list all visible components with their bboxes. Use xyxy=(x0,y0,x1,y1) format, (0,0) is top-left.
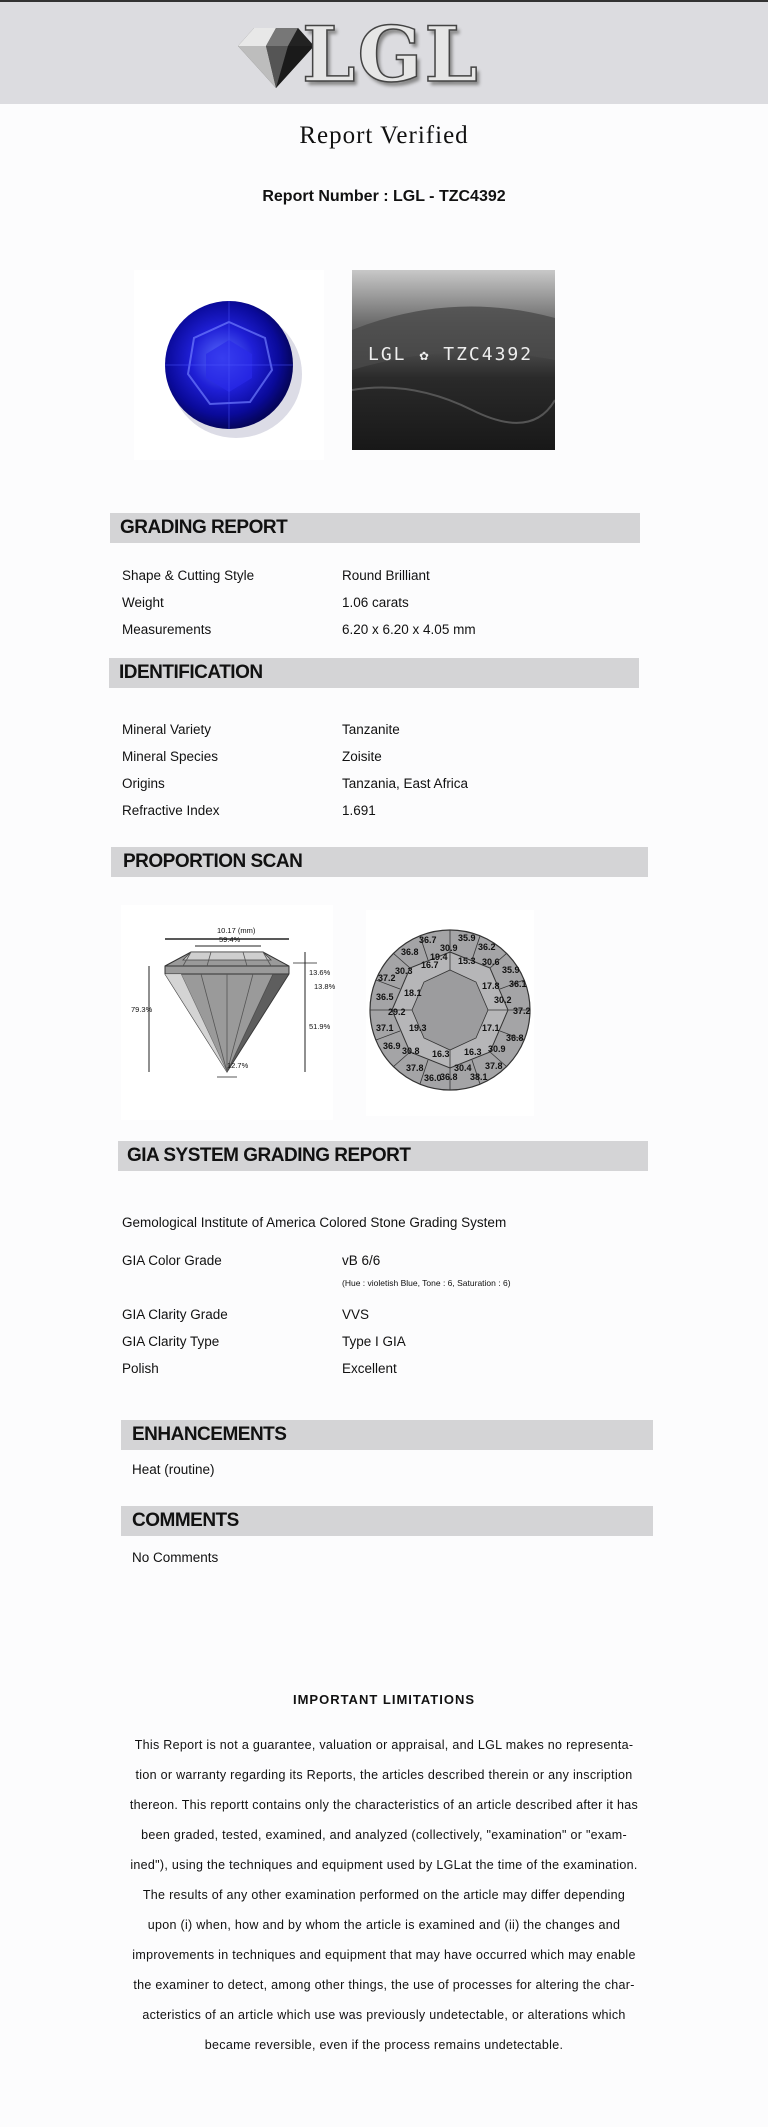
facet-value: 37.8 xyxy=(406,1063,424,1073)
limitations-line: This Report is not a guarantee, valuation or appraisal, and LGL makes no representa- xyxy=(134,1738,634,1752)
facet-value: 36.2 xyxy=(478,942,496,952)
facet-value: 18.1 xyxy=(404,988,422,998)
gia-report-header: GIA SYSTEM GRADING REPORT xyxy=(118,1141,648,1171)
facet-value: 19.3 xyxy=(409,1023,427,1033)
gem-photo xyxy=(134,270,324,460)
facet-value: 36.7 xyxy=(419,935,437,945)
header xyxy=(0,2,768,104)
facet-value: 16.3 xyxy=(464,1047,482,1057)
table-label: 59.4% xyxy=(219,935,241,944)
facet-value: 17.8 xyxy=(482,981,500,991)
facet-value: 16.7 xyxy=(421,960,439,970)
facet-value: 15.3 xyxy=(458,956,476,966)
facet-value: 16.3 xyxy=(432,1049,450,1059)
facet-value: 19.4 xyxy=(430,952,448,962)
report-number: Report Number : LGL - TZC4392 xyxy=(262,188,506,205)
inscription-text: LGL ✿ TZC4392 xyxy=(368,344,534,365)
facet-value: 36.8 xyxy=(440,1072,458,1082)
facet-value: 38.1 xyxy=(470,1072,488,1082)
facet-value: 30.3 xyxy=(395,966,413,976)
limitations-line: been graded, tested, examined, and analyzed (collectively, "examination" or "exam- xyxy=(141,1828,627,1842)
limitations-line: acteristics of an article which use was previously undetectable, or alterations which xyxy=(142,2008,626,2022)
facet-value: 37.2 xyxy=(378,973,396,983)
color-grade-note: (Hue : violetish Blue, Tone : 6, Saturation : 6) xyxy=(342,1278,511,1288)
limitations-text xyxy=(118,1730,650,2060)
facet-value: 30.8 xyxy=(402,1046,420,1056)
limitations-line: upon (i) when, how and by whom the article is examined and (ii) the changes and xyxy=(147,1918,621,1932)
culet-label: 12.7% xyxy=(227,1061,249,1070)
facet-value: 36.1 xyxy=(509,979,527,989)
pavilion-label: 51.9% xyxy=(309,1022,331,1031)
lgl-seal-icon: ✿ xyxy=(419,346,431,364)
facet-value: 30.4 xyxy=(454,1063,472,1073)
grading-report-header: GRADING REPORT xyxy=(110,513,640,543)
enhancements-text: Heat (routine) xyxy=(132,1462,215,1477)
page-title: Report Verified xyxy=(299,122,469,149)
comments-text: No Comments xyxy=(132,1550,219,1565)
proportion-scan-header: PROPORTION SCAN xyxy=(111,847,648,877)
girdle-label: 13.8% xyxy=(314,982,336,991)
facet-value: 30.9 xyxy=(440,943,458,953)
profile-diagram xyxy=(121,905,336,1120)
facet-value: 17.1 xyxy=(482,1023,500,1033)
identification-header: IDENTIFICATION xyxy=(109,658,639,688)
crown-label: 13.6% xyxy=(309,968,331,977)
facet-value: 37.2 xyxy=(513,1006,531,1016)
inscription-photo xyxy=(352,270,555,450)
facet-value: 36.9 xyxy=(383,1041,401,1051)
limitations-line: became reversible, even if the process remains undetectable. xyxy=(204,2038,564,2052)
facet-value: 36.8 xyxy=(506,1033,524,1043)
facet-value: 30.2 xyxy=(494,995,512,1005)
logo-text: LGL xyxy=(302,10,480,99)
facet-value: 36.0 xyxy=(424,1073,442,1083)
facet-value: 30.6 xyxy=(482,957,500,967)
facet-value: 30.9 xyxy=(488,1044,506,1054)
comments-header: COMMENTS xyxy=(121,1506,653,1536)
facet-value: 35.9 xyxy=(458,933,476,943)
enhancements-header: ENHANCEMENTS xyxy=(121,1420,653,1450)
gia-subtitle: Gemological Institute of America Colored Stone Grading System xyxy=(122,1215,507,1230)
limitations-title: IMPORTANT LIMITATIONS xyxy=(292,1692,476,1707)
facet-value: 36.8 xyxy=(401,947,419,957)
facet-scan-diagram xyxy=(366,910,534,1116)
facet-value: 36.5 xyxy=(376,992,394,1002)
facet-value: 37.8 xyxy=(485,1061,503,1071)
depth-label: 79.3% xyxy=(131,1005,153,1014)
facet-value: 29.2 xyxy=(388,1007,406,1017)
limitations-line: ined"), using the techniques and equipment used by LGLat the time of the examination. xyxy=(130,1858,638,1872)
limitations-line: The results of any other examination performed on the article may differ depending xyxy=(142,1888,626,1902)
lgl-logo[interactable] xyxy=(232,10,492,99)
limitations-line: thereon. This reportt contains only the characteristics of an article described after it has xyxy=(129,1798,639,1812)
limitations-line: the examiner to detect, among other things, the use of processes for altering the char- xyxy=(133,1978,635,1992)
facet-value: 35.9 xyxy=(502,965,520,975)
limitations-line: tion or warranty regarding its Reports, the articles described therein or any inscription xyxy=(135,1768,633,1782)
diameter-label: 10.17 (mm) xyxy=(217,926,256,935)
facet-value: 37.1 xyxy=(376,1023,394,1033)
limitations-line: improvements in techniques and equipment that may have occurred which may enable xyxy=(132,1948,636,1962)
